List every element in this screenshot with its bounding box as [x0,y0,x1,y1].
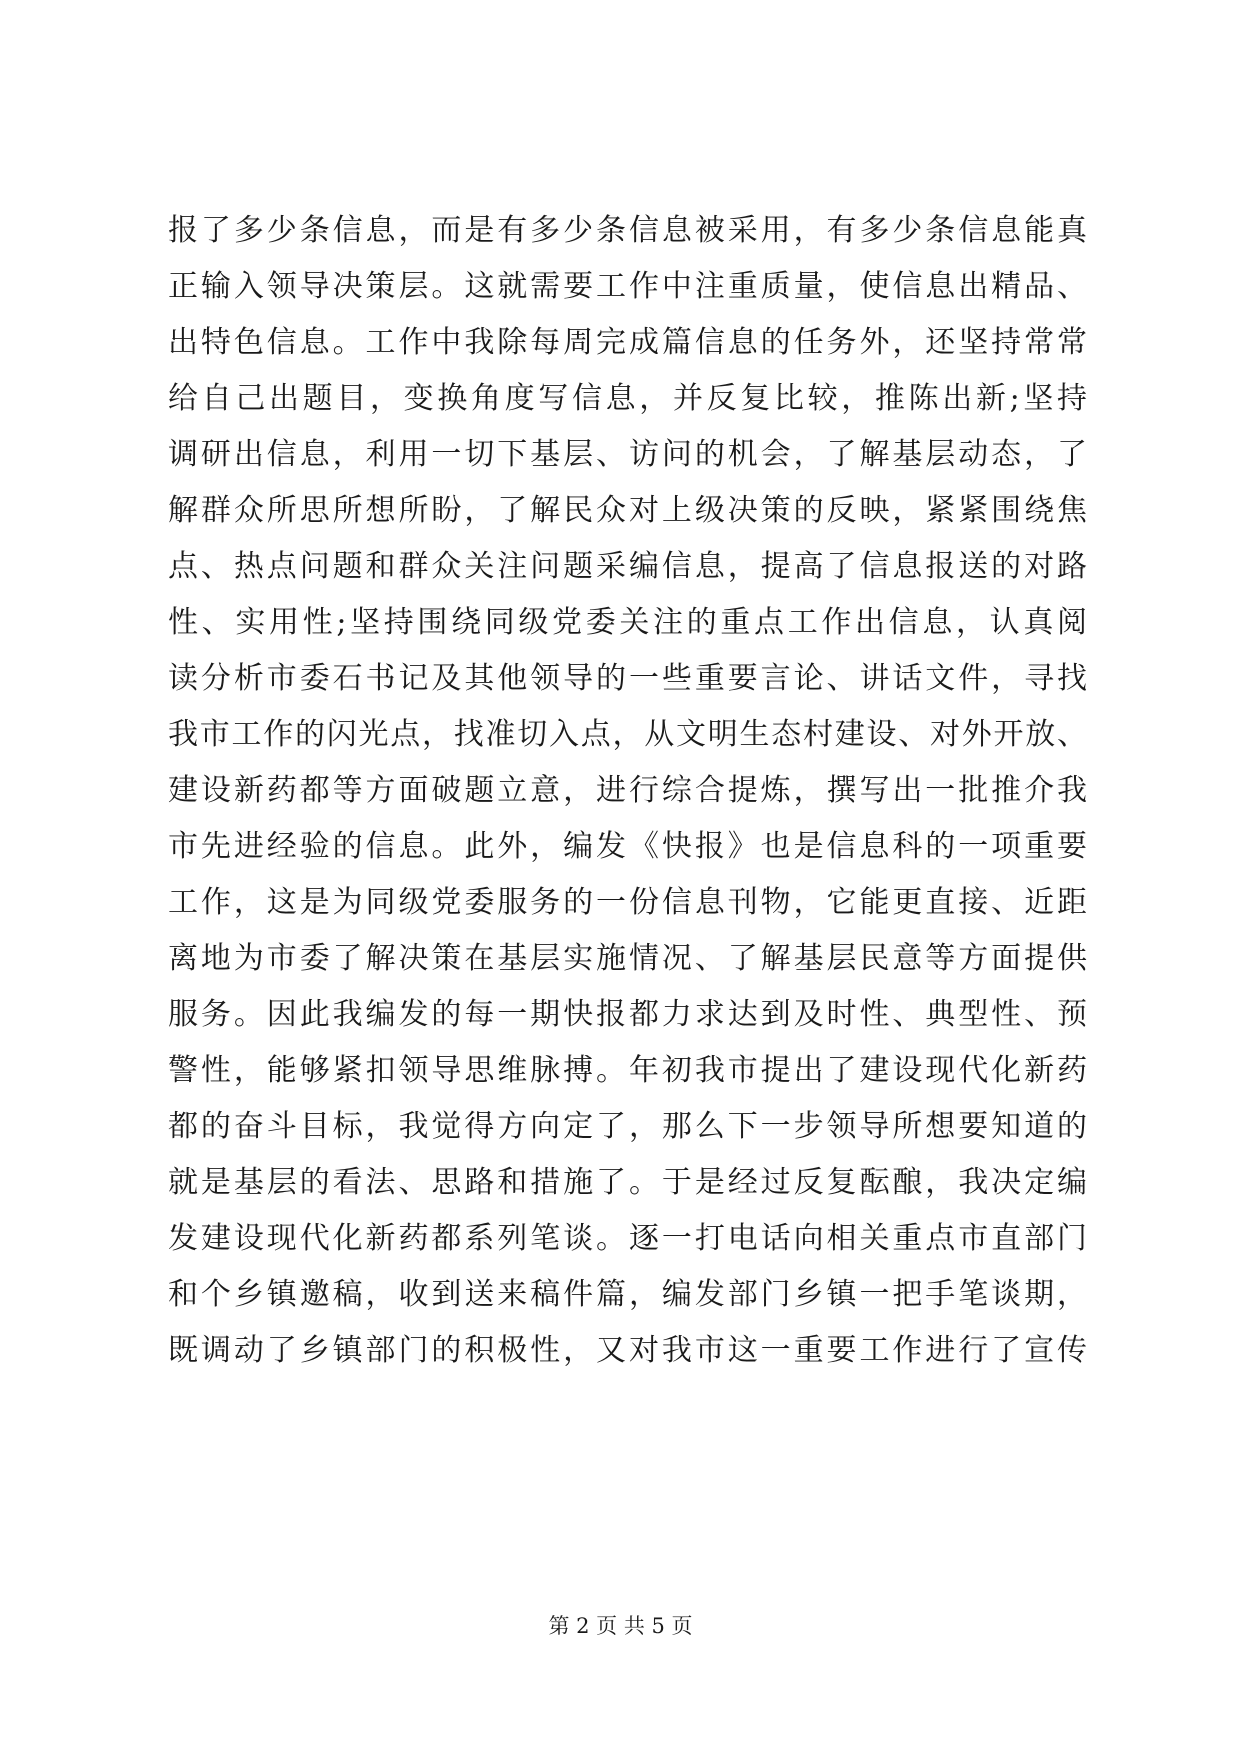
body-text [168,203,1088,1379]
text-line: 正输入领导决策层。这就需要工作中注重质量，使信息出精品、 [168,269,1088,304]
text-line: 既调动了乡镇部门的积极性，又对我市这一重要工作进行了宣传 [168,1333,1088,1368]
page-number-footer: 第 2 页 共 5 页 [548,1614,693,1638]
text-line: 调研出信息，利用一切下基层、访问的机会，了解基层动态，了 [168,437,1088,472]
text-line: 服务。因此我编发的每一期快报都力求达到及时性、典型性、预 [168,997,1088,1032]
text-line: 报了多少条信息，而是有多少条信息被采用，有多少条信息能真 [168,213,1088,248]
text-line: 我市工作的闪光点，找准切入点，从文明生态村建设、对外开放、 [168,717,1088,752]
text-line: 发建设现代化新药都系列笔谈。逐一打电话向相关重点市直部门 [168,1221,1088,1256]
text-line: 解群众所思所想所盼，了解民众对上级决策的反映，紧紧围绕焦 [168,493,1088,528]
text-line: 都的奋斗目标，我觉得方向定了，那么下一步领导所想要知道的 [168,1109,1088,1144]
text-line: 就是基层的看法、思路和措施了。于是经过反复酝酿，我决定编 [168,1165,1088,1200]
text-line: 给自己出题目，变换角度写信息，并反复比较，推陈出新;坚持 [168,381,1088,416]
text-line: 和个乡镇邀稿，收到送来稿件篇，编发部门乡镇一把手笔谈期， [168,1277,1088,1312]
text-line: 读分析市委石书记及其他领导的一些重要言论、讲话文件，寻找 [168,661,1088,696]
text-line: 市先进经验的信息。此外，编发《快报》也是信息科的一项重要 [168,829,1088,864]
text-line: 警性，能够紧扣领导思维脉搏。年初我市提出了建设现代化新药 [168,1053,1088,1088]
text-line: 性、实用性;坚持围绕同级党委关注的重点工作出信息，认真阅 [168,605,1088,640]
text-line: 工作，这是为同级党委服务的一份信息刊物，它能更直接、近距 [168,885,1088,920]
text-line: 点、热点问题和群众关注问题采编信息，提高了信息报送的对路 [168,549,1088,584]
text-line: 离地为市委了解决策在基层实施情况、了解基层民意等方面提供 [168,941,1088,976]
text-line: 出特色信息。工作中我除每周完成篇信息的任务外，还坚持常常 [168,325,1088,360]
text-line: 建设新药都等方面破题立意，进行综合提炼，撰写出一批推介我 [168,773,1088,808]
